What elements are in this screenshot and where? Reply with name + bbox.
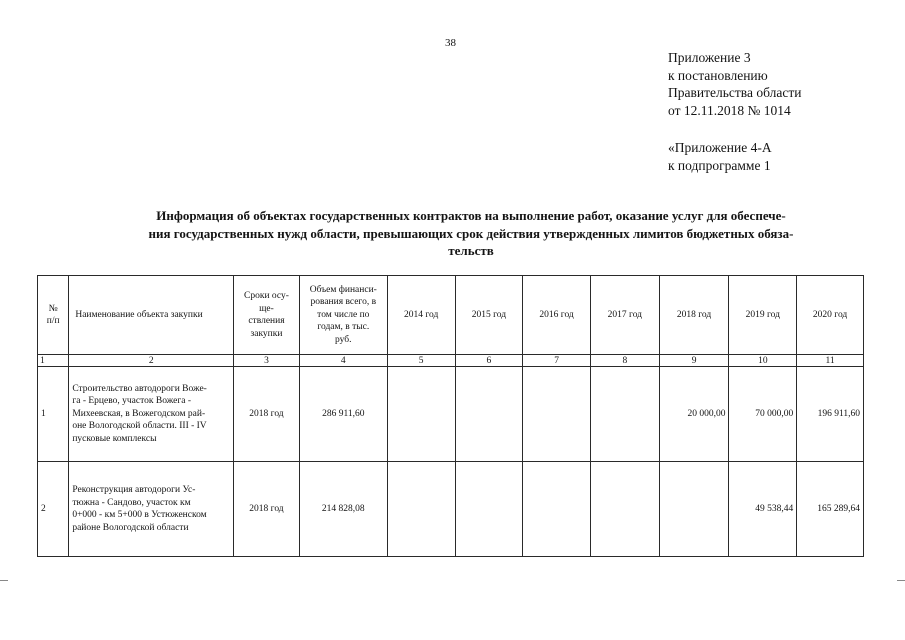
year-value-2020: 165 289,64 bbox=[797, 462, 864, 557]
contracts-table bbox=[37, 275, 864, 557]
column-number: 9 bbox=[659, 355, 729, 367]
total-funding: 214 828,08 bbox=[299, 462, 387, 557]
year-value-2015 bbox=[455, 367, 523, 462]
appendix-line: Приложение 3 bbox=[668, 50, 751, 65]
year-value-2016 bbox=[523, 367, 591, 462]
year-value-2014 bbox=[387, 462, 455, 557]
procurement-term: 2018 год bbox=[234, 367, 300, 462]
total-funding: 286 911,60 bbox=[299, 367, 387, 462]
column-number: 11 bbox=[797, 355, 864, 367]
year-value-2018 bbox=[659, 462, 729, 557]
title-line: ния государственных нужд области, превышающих срок действия утвержденных лимитов бюджетных обяза- bbox=[148, 225, 794, 241]
procurement-term: 2018 год bbox=[234, 462, 300, 557]
sub-appendix-block bbox=[668, 139, 772, 174]
header-year-2017: 2017 год bbox=[590, 276, 659, 355]
appendix-line: от 12.11.2018 № 1014 bbox=[668, 102, 791, 118]
year-value-2014 bbox=[387, 367, 455, 462]
year-value-2020: 196 911,60 bbox=[797, 367, 864, 462]
sub-appendix-line: к подпрограмме 1 bbox=[668, 157, 771, 173]
year-value-2018: 20 000,00 bbox=[659, 367, 729, 462]
table-header-row bbox=[38, 276, 864, 355]
header-number: № п/п bbox=[38, 276, 69, 355]
scan-edge-mark bbox=[0, 580, 8, 581]
column-number: 2 bbox=[69, 355, 234, 367]
row-number: 2 bbox=[38, 462, 69, 557]
header-terms: Сроки осу- ще- ствления закупки bbox=[234, 276, 300, 355]
column-numbers-row bbox=[38, 355, 864, 367]
column-number: 5 bbox=[387, 355, 455, 367]
header-funding: Объем финанси- рования всего, в том числе по годам, в тыс. руб. bbox=[299, 276, 387, 355]
column-number: 7 bbox=[523, 355, 591, 367]
year-value-2017 bbox=[590, 367, 659, 462]
table-row bbox=[38, 462, 864, 557]
appendix-block bbox=[668, 49, 801, 119]
header-year-2016: 2016 год bbox=[523, 276, 591, 355]
object-name: Реконструкция автодороги Ус- тюжна - Сандово, участок км 0+000 - км 5+000 в Устюженском районе Вологодской области bbox=[69, 462, 234, 557]
row-number: 1 bbox=[38, 367, 69, 462]
document-title bbox=[86, 207, 856, 260]
header-year-2014: 2014 год bbox=[387, 276, 455, 355]
header-year-2020: 2020 год bbox=[797, 276, 864, 355]
year-value-2019: 70 000,00 bbox=[729, 367, 797, 462]
header-year-2019: 2019 год bbox=[729, 276, 797, 355]
header-year-2015: 2015 год bbox=[455, 276, 523, 355]
scan-edge-mark bbox=[897, 580, 905, 581]
year-value-2019: 49 538,44 bbox=[729, 462, 797, 557]
title-line: тельств bbox=[448, 243, 494, 258]
table-row bbox=[38, 367, 864, 462]
column-number: 4 bbox=[299, 355, 387, 367]
column-number: 10 bbox=[729, 355, 797, 367]
sub-appendix-line: «Приложение 4-А bbox=[668, 140, 772, 155]
header-object-name: Наименование объекта закупки bbox=[69, 276, 234, 355]
year-value-2016 bbox=[523, 462, 591, 557]
appendix-line: к постановлению bbox=[668, 67, 768, 83]
year-value-2015 bbox=[455, 462, 523, 557]
title-line: Информация об объектах государственных контрактов на выполнение работ, оказание услуг для обеспече- bbox=[156, 208, 786, 223]
page-number: 38 bbox=[445, 37, 456, 49]
appendix-line: Правительства области bbox=[668, 85, 802, 100]
column-number: 1 bbox=[38, 355, 69, 367]
year-value-2017 bbox=[590, 462, 659, 557]
header-year-2018: 2018 год bbox=[659, 276, 729, 355]
object-name: Строительство автодороги Воже- га - Ерцево, участок Вожега - Михеевская, в Вожегодском рай- оне Вологодской области. III - IV пусковые комплексы bbox=[69, 367, 234, 462]
column-number: 6 bbox=[455, 355, 523, 367]
column-number: 3 bbox=[234, 355, 300, 367]
column-number: 8 bbox=[590, 355, 659, 367]
